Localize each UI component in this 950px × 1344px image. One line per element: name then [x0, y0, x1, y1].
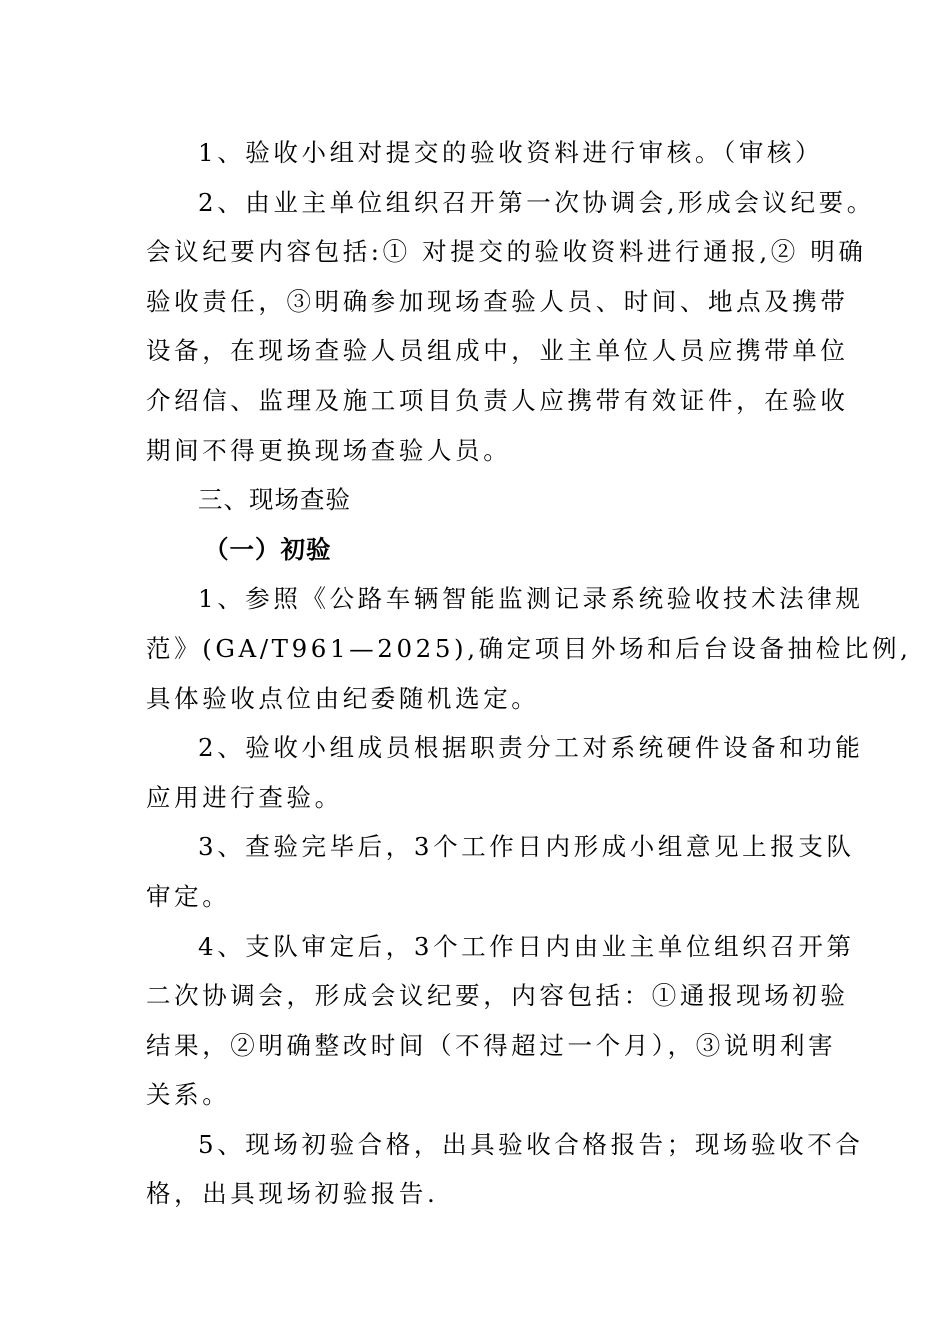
paragraph-line: 2、由业主单位组织召开第一次协调会,形成会议纪要。	[198, 187, 875, 217]
paragraph-team-inspection	[146, 723, 864, 822]
paragraph-line: 格，出具现场初验报告.	[146, 1179, 439, 1209]
paragraph-line: 设备，在现场查验人员组成中，业主单位人员应携带单位	[146, 336, 849, 366]
paragraph-line: 会议纪要内容包括:① 对提交的验收资料进行通报,② 明确	[146, 237, 867, 267]
paragraph-line: 2、验收小组成员根据职责分工对系统硬件设备和功能	[198, 733, 864, 763]
paragraph-line: 范》(GA/T961—2025),确定项目外场和后台设备抽检比例,	[146, 633, 912, 663]
document-body	[146, 128, 912, 1219]
paragraph-line: 应用进行查验。	[146, 782, 343, 812]
paragraph-line: 介绍信、监理及施工项目负责人应携带有效证件，在验收	[146, 385, 849, 415]
section-heading-site-inspection: 三、现场查验	[198, 485, 351, 515]
paragraph-standard-reference	[146, 574, 912, 723]
paragraph-line: 5、现场初验合格，出具验收合格报告；现场验收不合	[198, 1129, 864, 1159]
paragraph-line: 4、支队审定后，3个工作日内由业主单位组织召开第	[198, 931, 855, 961]
paragraph-review	[146, 128, 826, 178]
paragraph-line: 二次协调会，形成会议纪要，内容包括：①通报现场初验	[146, 981, 849, 1011]
paragraph-second-coordination-meeting	[146, 922, 855, 1120]
paragraph-report-to-detachment	[146, 822, 855, 921]
paragraph-line: 具体验收点位由纪委随机选定。	[146, 683, 540, 713]
paragraph-line: 1、参照《公路车辆智能监测记录系统验收技术法律规	[198, 584, 864, 614]
paragraph-line: 1、验收小组对提交的验收资料进行审核。（审核）	[198, 138, 824, 167]
paragraph-line: 验收责任，③明确参加现场查验人员、时间、地点及携带	[146, 286, 849, 316]
paragraph-line: 结果，②明确整改时间（不得超过一个月），③说明利害	[146, 1030, 837, 1060]
paragraph-line: 关系。	[146, 1080, 231, 1110]
subsection-heading-initial-inspection: （一）初验	[204, 534, 332, 564]
paragraph-line: 3、查验完毕后，3个工作日内形成小组意见上报支队	[198, 832, 855, 862]
paragraph-first-coordination-meeting	[146, 178, 875, 476]
paragraph-line: 审定。	[146, 881, 231, 911]
paragraph-inspection-result	[146, 1120, 864, 1219]
paragraph-line: 期间不得更换现场查验人员。	[146, 435, 512, 465]
